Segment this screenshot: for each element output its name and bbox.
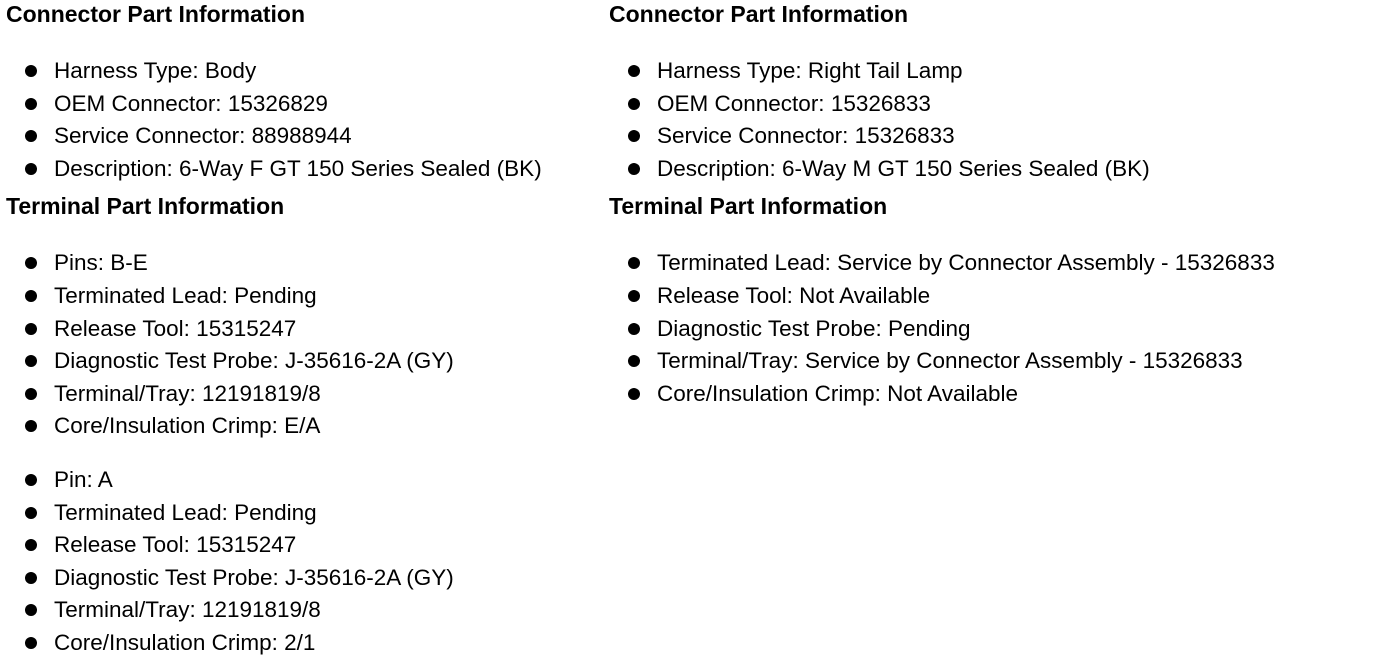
right-column	[609, 0, 1369, 410]
list-item: Terminal/Tray: 12191819/8	[6, 594, 606, 627]
bullet-icon	[25, 130, 37, 142]
left-terminal-list-2	[6, 464, 606, 660]
list-item: Harness Type: Body	[6, 55, 606, 88]
list-item: OEM Connector: 15326833	[609, 88, 1369, 121]
bullet-icon	[25, 355, 37, 367]
right-connector-list	[609, 55, 1369, 185]
list-item: Terminal/Tray: 12191819/8	[6, 378, 606, 411]
bullet-icon	[25, 163, 37, 175]
list-item: Service Connector: 88988944	[6, 120, 606, 153]
right-terminal-list	[609, 247, 1369, 410]
left-terminal-list-1	[6, 247, 606, 443]
list-item: Diagnostic Test Probe: J-35616-2A (GY)	[6, 345, 606, 378]
list-item: Description: 6-Way M GT 150 Series Sealed (BK)	[609, 153, 1369, 186]
list-item: Pin: A	[6, 464, 606, 497]
bullet-icon	[25, 539, 37, 551]
list-item: Release Tool: 15315247	[6, 313, 606, 346]
right-terminal-heading: Terminal Part Information	[609, 193, 888, 220]
list-item: Core/Insulation Crimp: 2/1	[6, 627, 606, 660]
left-connector-heading: Connector Part Information	[6, 1, 306, 27]
bullet-icon	[628, 290, 640, 302]
list-item: Core/Insulation Crimp: Not Available	[609, 378, 1369, 411]
list-item: Terminated Lead: Pending	[6, 497, 606, 530]
bullet-icon	[628, 130, 640, 142]
bullet-icon	[25, 323, 37, 335]
list-item: Harness Type: Right Tail Lamp	[609, 55, 1369, 88]
bullet-icon	[25, 290, 37, 302]
bullet-icon	[25, 98, 37, 110]
bullet-icon	[628, 257, 640, 269]
list-item: Terminated Lead: Service by Connector Assembly - 15326833	[609, 247, 1369, 280]
list-item: Terminated Lead: Pending	[6, 280, 606, 313]
list-item: Release Tool: 15315247	[6, 529, 606, 562]
bullet-icon	[25, 257, 37, 269]
list-item: Description: 6-Way F GT 150 Series Sealed (BK)	[6, 153, 606, 186]
list-item: Pins: B-E	[6, 247, 606, 280]
bullet-icon	[25, 604, 37, 616]
bullet-icon	[628, 98, 640, 110]
left-terminal-heading: Terminal Part Information	[6, 193, 285, 220]
left-column	[6, 0, 606, 660]
bullet-icon	[628, 355, 640, 367]
bullet-icon	[628, 388, 640, 400]
left-connector-list	[6, 55, 606, 185]
list-item: Diagnostic Test Probe: J-35616-2A (GY)	[6, 562, 606, 595]
list-item: Service Connector: 15326833	[609, 120, 1369, 153]
bullet-icon	[25, 474, 37, 486]
bullet-icon	[628, 163, 640, 175]
list-item: Core/Insulation Crimp: E/A	[6, 410, 606, 443]
bullet-icon	[628, 65, 640, 77]
list-item: Release Tool: Not Available	[609, 280, 1369, 313]
bullet-icon	[628, 323, 640, 335]
bullet-icon	[25, 572, 37, 584]
bullet-icon	[25, 507, 37, 519]
list-item: Terminal/Tray: Service by Connector Assembly - 15326833	[609, 345, 1369, 378]
bullet-icon	[25, 65, 37, 77]
right-connector-heading: Connector Part Information	[609, 1, 909, 27]
bullet-icon	[25, 637, 37, 649]
bullet-icon	[25, 388, 37, 400]
list-item: Diagnostic Test Probe: Pending	[609, 313, 1369, 346]
list-item: OEM Connector: 15326829	[6, 88, 606, 121]
bullet-icon	[25, 420, 37, 432]
